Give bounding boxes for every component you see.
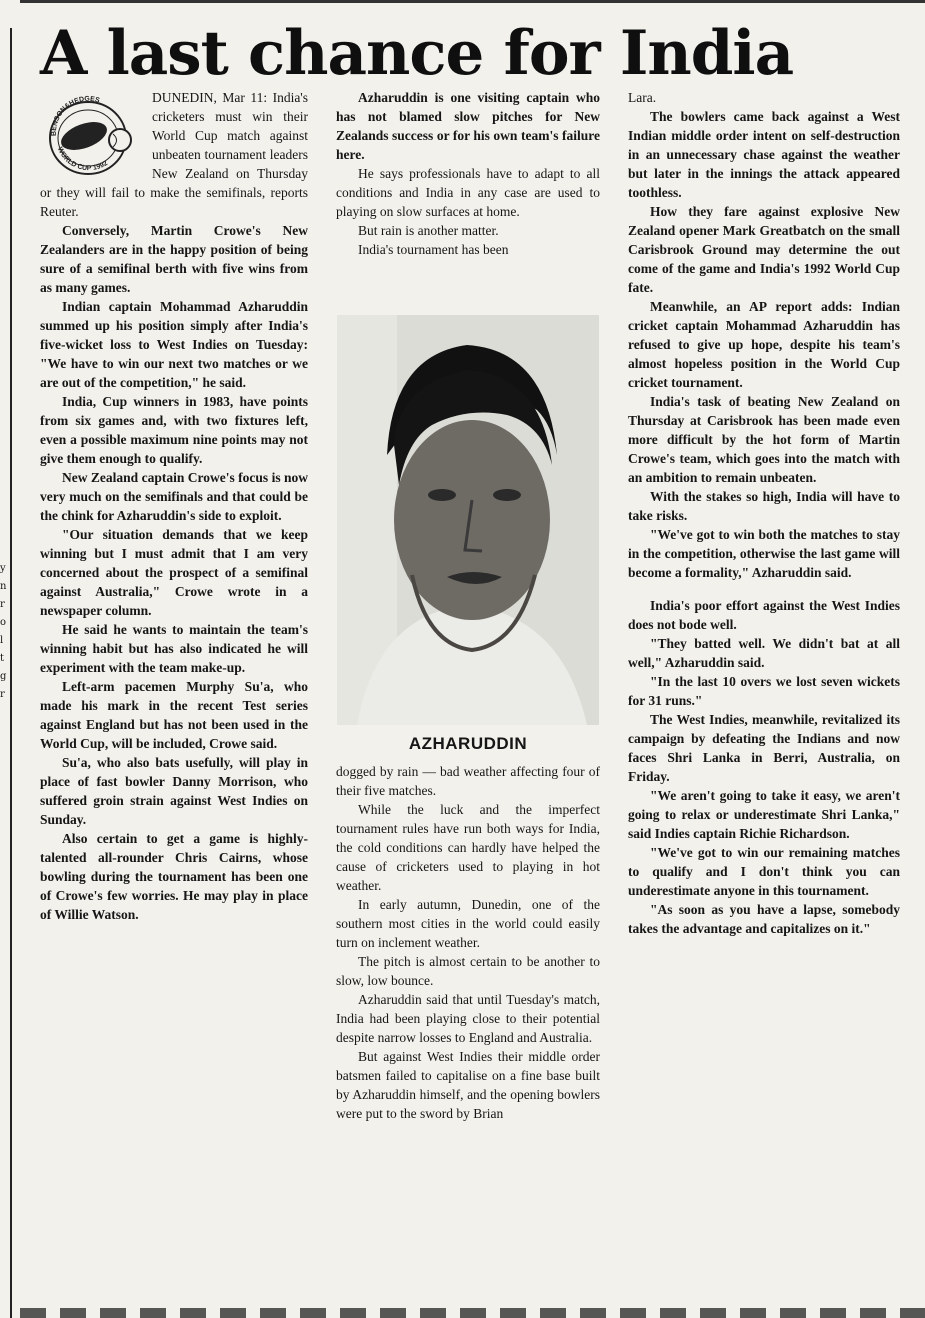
paragraph: Azharuddin said that until Tuesday's match, India had been playing close to their potential despite narrow losses to England and Australia. <box>336 992 600 1045</box>
paragraph: Left-arm pacemen Murphy Su'a, who made his mark in the recent Test series against England but has not been used in the World Cup, will be included, Crowe said. <box>40 679 308 751</box>
paragraph: "We've got to win both the matches to stay in the competition, otherwise the last game will become a formality," Azharuddin said. <box>628 527 900 580</box>
svg-text:WORLD CUP 1992 <box>56 146 109 172</box>
paragraph: India's poor effort against the West Indies does not bode well. <box>628 598 900 632</box>
paragraph: "Our situation demands that we keep winning but I must admit that I am very concerned about the prospect of a semifinal against Australia," Crowe wrote in a newspaper column. <box>40 527 308 618</box>
paragraph: Azharuddin is one visiting captain who has not blamed slow pitches for New Zealands success or for his own team's failure here. <box>336 90 600 162</box>
paragraph: The bowlers came back against a West Indian middle order intent on self-destruction in an unnecessary chase against the weather but later in the innings the attack appeared toothless. <box>628 109 900 200</box>
paragraph: New Zealand captain Crowe's focus is now very much on the semifinals and that could be the chink for Azharuddin's side to exploit. <box>40 470 308 523</box>
paragraph: "In the last 10 overs we lost seven wickets for 31 runs." <box>628 674 900 708</box>
paragraph: "We aren't going to take it easy, we aren't going to relax or underestimate Shri Lanka," said Indies captain Richie Richardson. <box>628 788 900 841</box>
logo-bottom-text: WORLD CUP 1992 <box>55 146 109 173</box>
fragment: r <box>0 599 5 610</box>
world-cup-logo <box>40 90 142 180</box>
fragment: y <box>0 563 6 574</box>
paragraph: dogged by rain — bad weather affecting four of their five matches. <box>336 764 600 798</box>
fragment: n <box>0 581 7 592</box>
paragraph: With the stakes so high, India will have to take risks. <box>628 489 900 523</box>
fragment: g <box>0 671 7 682</box>
fragment: l <box>0 635 4 646</box>
paragraph: He says professionals have to adapt to all conditions and India in any case are used to playing on slow surfaces at home. <box>336 166 600 219</box>
article-column-3 <box>628 88 900 938</box>
article-column-2-top <box>336 88 600 259</box>
paragraph: Conversely, Martin Crowe's New Zealanders are in the happy position of being sure of a semifinal berth with five wins from as many games. <box>40 223 308 295</box>
paragraph: Meanwhile, an AP report adds: Indian cricket captain Mohammad Azharuddin has refused to give up hope, despite his team's almost hopeless position in the World Cup cricket tournament. <box>628 299 900 390</box>
paragraph: But against West Indies their middle order batsmen failed to capitalise on a fine base built by Azharuddin himself, and the opening bowlers were put to the sword by Brian <box>336 1049 600 1121</box>
paragraph: Lara. <box>628 90 657 105</box>
player-photo <box>337 315 599 725</box>
paragraph: The West Indies, meanwhile, revitalized its campaign by defeating the Indians and now faces Shri Lanka in Berri, Australia, on Friday. <box>628 712 900 784</box>
paragraph: Also certain to get a game is highly-talented all-rounder Chris Cairns, whose bowling during the tournament has been one of Crowe's few worries. He may play in place of Willie Watson. <box>40 831 308 922</box>
paragraph: How they fare against explosive New Zealand opener Mark Greatbatch on the small Carisbrook Ground may determine the out come of the game and India's 1992 World Cup fate. <box>628 204 900 295</box>
portrait-illustration <box>337 315 599 725</box>
paragraph: "They batted well. We didn't bat at all well," Azharuddin said. <box>628 636 900 670</box>
fragment: o <box>0 617 7 628</box>
paragraph: Indian captain Mohammad Azharuddin summed up his position simply after India's five-wicket loss to West Indies on Tuesday: "We have to win our next two matches or we are out of the competition," he said. <box>40 299 308 390</box>
logo-top-text: BENSON&HEDGES <box>50 95 101 137</box>
paragraph: But rain is another matter. <box>358 223 499 238</box>
adjacent-column-fragments <box>0 560 10 704</box>
next-article-edge <box>20 1308 925 1318</box>
paragraph: India's task of beating New Zealand on Thursday at Carisbrook has been made even more difficult by the hot form of Martin Crowe's team, which goes into the match with an ambition to remain unbeaten. <box>628 394 900 485</box>
paragraph: He said he wants to maintain the team's winning habit but has also indicated he will experiment with the team make-up. <box>40 622 308 675</box>
paragraph: While the luck and the imperfect tournament rules have run both ways for India, the cold conditions can hardly have helped the cause of cricketers used to playing in hot weather. <box>336 802 600 893</box>
article-headline: A last chance for India <box>40 18 794 89</box>
cricket-ball-logo-icon <box>40 90 142 180</box>
paragraph: In early autumn, Dunedin, one of the southern most cities in the world could easily turn on inclement weather. <box>336 897 600 950</box>
paragraph: "We've got to win our remaining matches to qualify and I don't think you can underestimate anyone in this tournament. <box>628 845 900 898</box>
fragment: t <box>0 653 5 664</box>
article-column-2-bottom <box>336 762 600 1123</box>
article-column-1 <box>40 88 308 924</box>
paragraph: The pitch is almost certain to be another to slow, low bounce. <box>336 954 600 988</box>
paragraph: "As soon as you have a lapse, somebody takes the advantage and capitalizes on it." <box>628 902 900 936</box>
fragment: r <box>0 689 5 700</box>
paragraph: India's tournament has been <box>358 242 509 257</box>
paragraph: India, Cup winners in 1983, have points from six games and, with two fixtures left, even a possible maximum nine points may not give them enough to qualify. <box>40 394 308 466</box>
top-rule <box>20 0 925 3</box>
paragraph: Su'a, who also bats usefully, will play in place of fast bowler Danny Morrison, who suffered groin strain against West Indies on Sunday. <box>40 755 308 827</box>
photo-caption: AZHARUDDIN <box>408 734 528 753</box>
paragraph: DUNEDIN, Mar 11: India's cricketers must win their World Cup match against unbeaten tournament leaders New Zealand on Thursday or they will fail to make the semifinals, reports Reuter. <box>40 90 308 219</box>
